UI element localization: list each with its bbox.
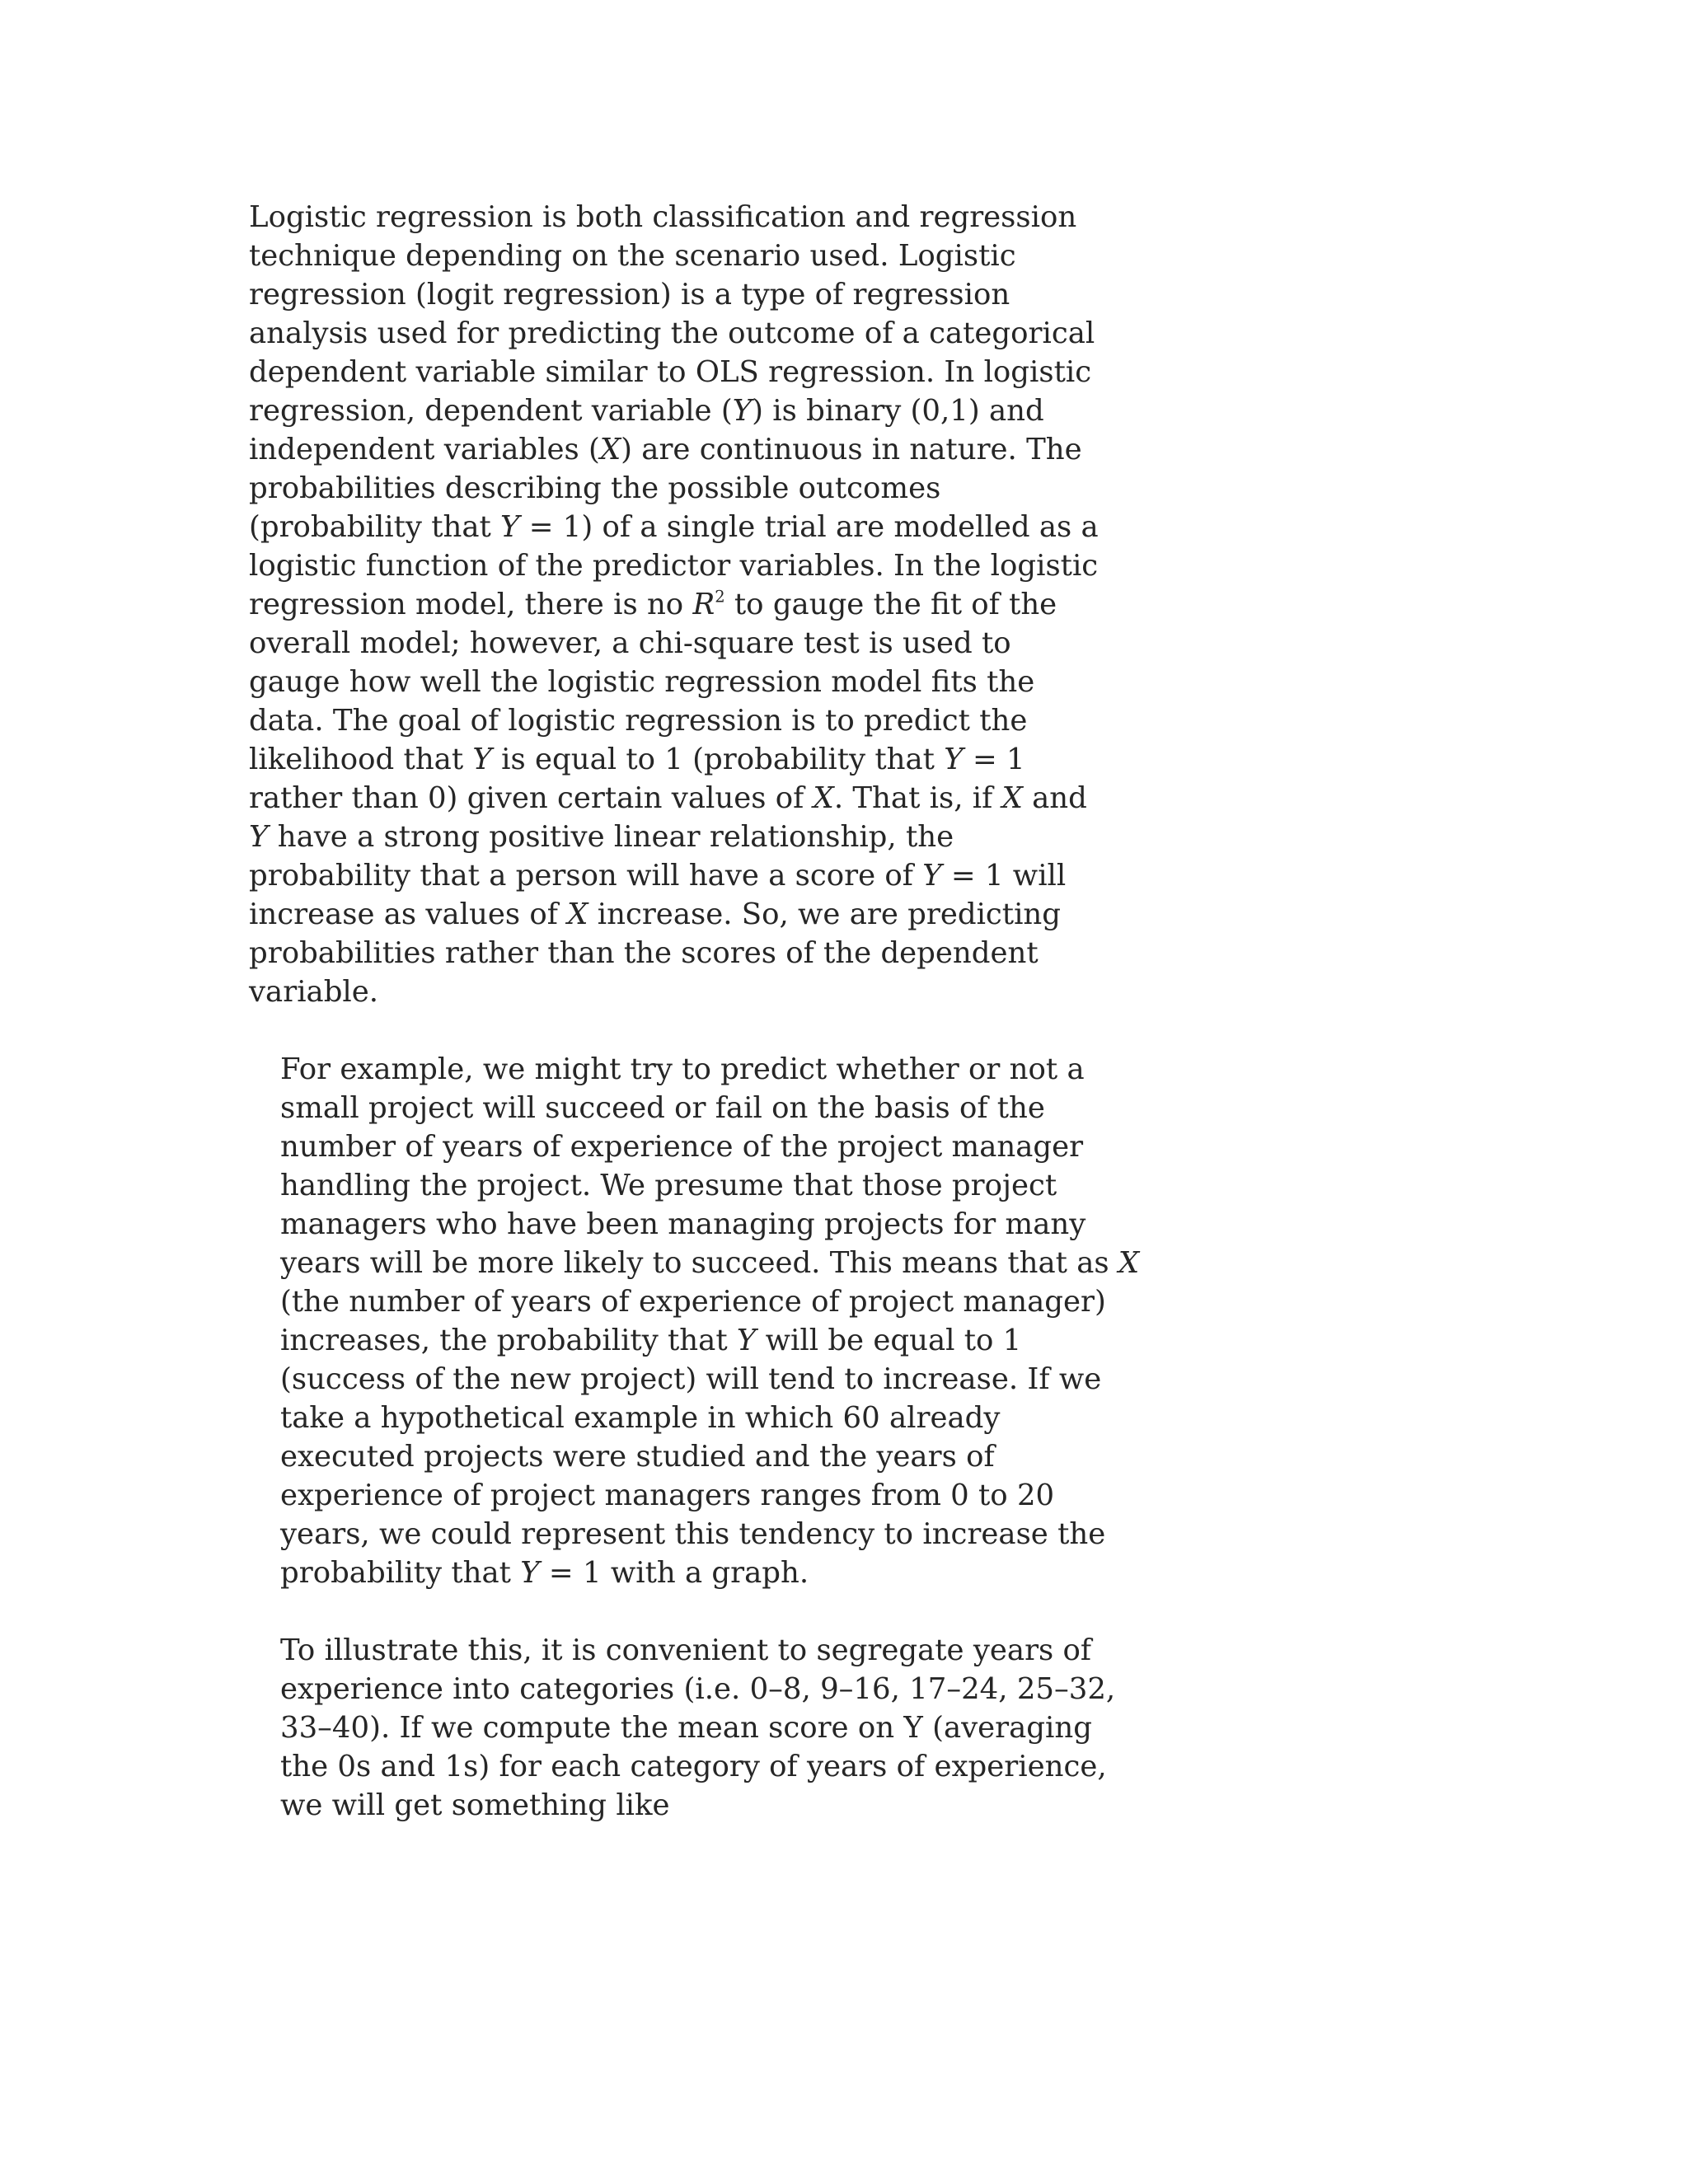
text-line [249, 430, 1082, 469]
text-run: we will get something like [280, 1788, 670, 1822]
text-line [249, 1515, 1106, 1554]
text-run: 33–40). If we compute the mean score on Y (averaging [280, 1711, 1092, 1745]
text-run: is equal to 1 (probability that [491, 743, 945, 776]
text-line [249, 1205, 1086, 1244]
text-run: experience of project managers ranges from 0 to 20 [280, 1479, 1055, 1512]
text-run: = 1 [963, 743, 1025, 776]
text-line [249, 1708, 1092, 1747]
text-run: logistic function of the predictor variables. In the logistic [249, 549, 1099, 583]
text-line [249, 391, 1044, 430]
math-variable: Y [736, 1324, 757, 1357]
text-line [249, 1437, 1024, 1476]
math-variable: Y [249, 820, 269, 854]
text-run: increase. So, we are predicting [588, 898, 1062, 931]
math-variable: Y [520, 1556, 540, 1590]
text-line [249, 1244, 1140, 1282]
text-run: handling the project. We presume that those project [280, 1169, 1057, 1202]
text-line [249, 1360, 1102, 1399]
text-line [249, 624, 1024, 663]
text-run: likelihood that [249, 743, 473, 776]
text-run: the 0s and 1s) for each category of years of experience, [280, 1750, 1107, 1783]
superscript: 2 [715, 587, 725, 607]
text-run: For example, we might try to predict whether or not a [280, 1052, 1085, 1086]
text-line [249, 353, 1092, 391]
text-line [249, 856, 1067, 895]
text-run: ) is binary (0,1) and [752, 394, 1044, 428]
text-line [249, 1747, 1107, 1786]
text-run: (the number of years of experience of project manager) [280, 1285, 1106, 1319]
text-run: regression, dependent variable ( [249, 394, 733, 428]
math-variable: Y [500, 510, 520, 544]
text-line [249, 237, 1024, 275]
text-line [249, 1670, 1116, 1708]
math-variable: Y [922, 859, 942, 893]
text-run: overall model; however, a chi-square test is used to [249, 626, 1011, 660]
text-run: increases, the probability that [280, 1324, 737, 1357]
text-line [249, 701, 1028, 740]
text-line [249, 818, 1024, 856]
text-line [249, 585, 1057, 624]
text-run: gauge how well the logistic regression model fits the [249, 665, 1035, 699]
text-run: will be equal to 1 [756, 1324, 1022, 1357]
math-variable: X [599, 433, 621, 466]
math-variable: X [813, 781, 834, 815]
text-line [249, 895, 1062, 934]
paragraph-categories [249, 1631, 1116, 1825]
text-line [249, 275, 1024, 314]
text-run: variable. [249, 975, 379, 1009]
text-run: number of years of experience of the project manager [280, 1130, 1084, 1164]
math-variable: X [1001, 781, 1023, 815]
text-line [249, 1554, 1024, 1592]
text-line [249, 469, 1024, 508]
text-line [249, 1321, 1024, 1360]
text-line [249, 972, 1024, 1011]
math-variable: X [567, 898, 588, 931]
text-run: probability that a person will have a score of [249, 859, 923, 893]
text-run: experience into categories (i.e. 0–8, 9–16, 17–24, 25–32, [280, 1672, 1116, 1706]
text-run: Logistic regression is both classification and regression [249, 200, 1077, 234]
text-run: small project will succeed or fail on the basis of the [280, 1091, 1045, 1125]
text-run: executed projects were studied and the years of [280, 1440, 995, 1474]
math-variable: Y [732, 394, 753, 428]
text-run: take a hypothetical example in which 60 already [280, 1401, 1001, 1435]
text-run: probabilities rather than the scores of the dependent [249, 936, 1039, 970]
text-line [249, 1089, 1045, 1127]
text-run: analysis used for predicting the outcome of a categorical [249, 316, 1095, 350]
text-line [249, 1282, 1106, 1321]
text-line [249, 663, 1035, 701]
text-run: managers who have been managing projects for many [280, 1207, 1086, 1241]
math-variable: Y [944, 743, 964, 776]
text-line [249, 508, 1099, 546]
text-run: (success of the new project) will tend to increase. If we [280, 1362, 1102, 1396]
text-run: years, we could represent this tendency to increase the [280, 1517, 1106, 1551]
text-line [249, 1476, 1055, 1515]
text-run: increase as values of [249, 898, 568, 931]
text-line [249, 1631, 1092, 1670]
text-line [249, 779, 1087, 818]
paragraph-logistic-regression-intro [249, 198, 1099, 1011]
text-run: = 1 with a graph. [539, 1556, 809, 1590]
text-line [249, 1166, 1057, 1205]
text-run: regression (logit regression) is a type of regression [249, 278, 1010, 312]
text-line [249, 198, 1077, 237]
text-run: To illustrate this, it is convenient to segregate years of [280, 1633, 1092, 1667]
text-line [249, 1399, 1024, 1437]
math-variable: R [692, 588, 715, 621]
text-run: data. The goal of logistic regression is to predict the [249, 704, 1028, 738]
text-run: years will be more likely to succeed. This means that as [280, 1246, 1118, 1280]
text-line [249, 934, 1039, 972]
paragraph-project-example [249, 1050, 1140, 1592]
text-line [249, 1050, 1085, 1089]
text-run: dependent variable similar to OLS regression. In logistic [249, 355, 1092, 389]
text-run: to gauge the fit of the [724, 588, 1057, 621]
text-run: . That is, if [833, 781, 1002, 815]
text-run: = 1 will [941, 859, 1067, 893]
text-run: probability that [280, 1556, 521, 1590]
math-variable: Y [472, 743, 492, 776]
text-run: have a strong positive linear relationship, the [268, 820, 954, 854]
text-run: ) are continuous in nature. The [621, 433, 1082, 466]
text-run: (probability that [249, 510, 501, 544]
text-line [249, 1786, 1024, 1825]
text-run: regression model, there is no [249, 588, 693, 621]
math-variable: X [1118, 1246, 1140, 1280]
text-run: rather than 0) given certain values of [249, 781, 814, 815]
text-run: technique depending on the scenario used. Logistic [249, 239, 1016, 273]
text-line [249, 314, 1095, 353]
document-page [249, 198, 1140, 1825]
text-run: = 1) of a single trial are modelled as a [519, 510, 1099, 544]
text-line [249, 740, 1024, 779]
text-line [249, 546, 1099, 585]
text-run: and [1022, 781, 1087, 815]
text-run: probabilities describing the possible outcomes [249, 471, 941, 505]
text-line [249, 1127, 1084, 1166]
text-run: independent variables ( [249, 433, 600, 466]
